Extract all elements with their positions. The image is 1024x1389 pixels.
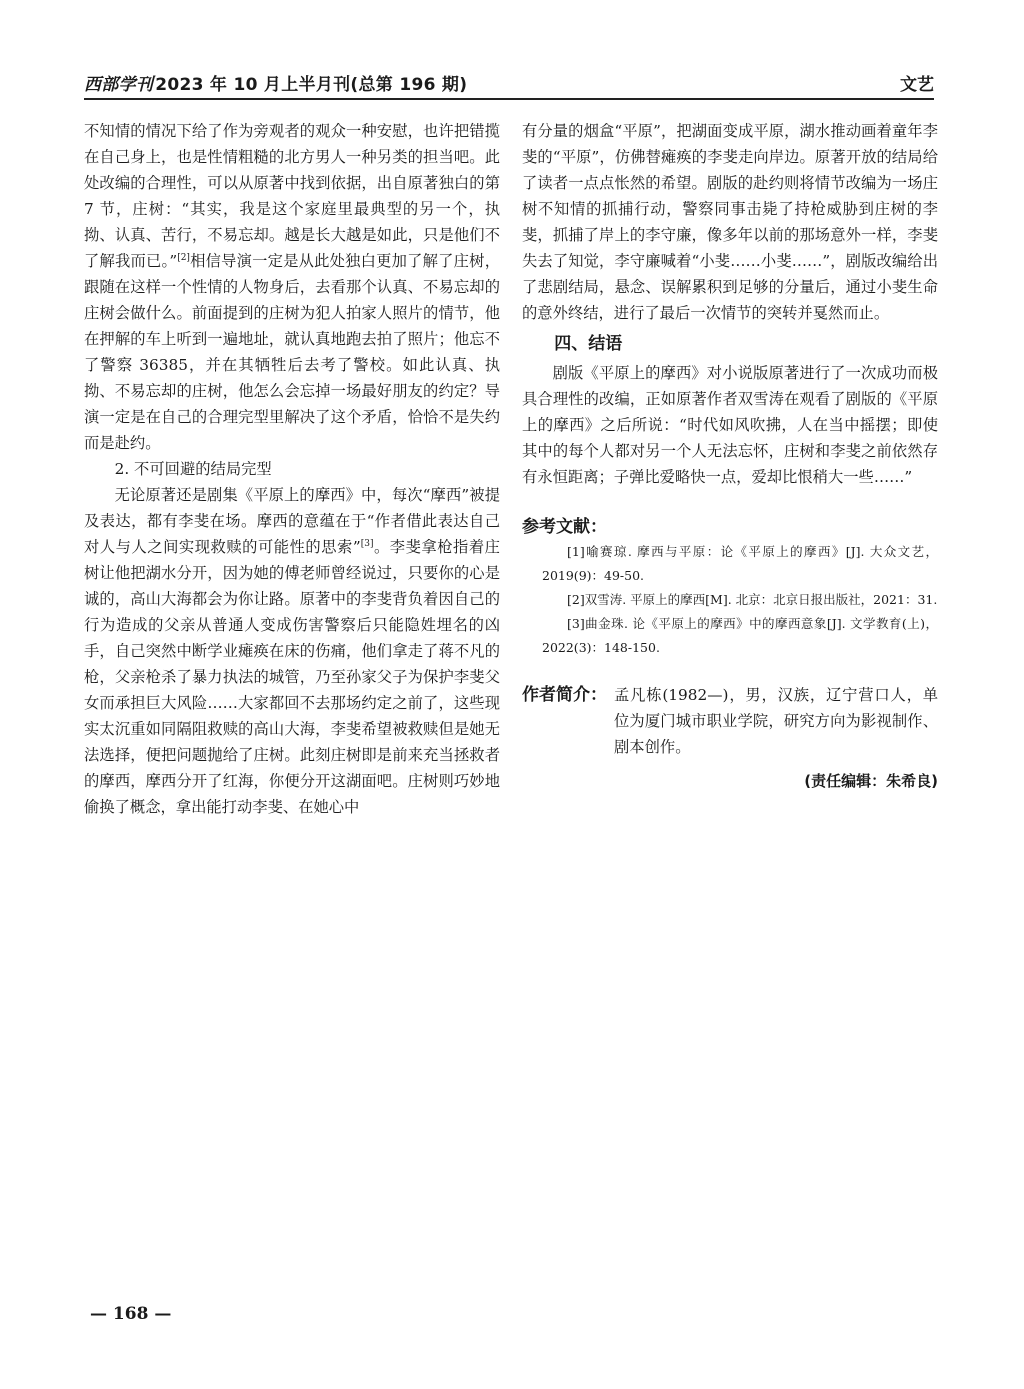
left-column xyxy=(84,118,500,820)
reference-item: [1]喻赛琼. 摩西与平原：论《平原上的摩西》[J]. 大众文艺，2019(9)：49-50. xyxy=(542,544,938,583)
right-column xyxy=(522,118,938,794)
author-bio: 孟凡栋(1982—)，男，汉族，辽宁营口人，单位为厦门城市职业学院，研究方向为影视制作、剧本创作。 xyxy=(614,686,938,756)
reference-item: [2]双雪涛. 平原上的摩西[M]. 北京：北京日报出版社，2021：31. xyxy=(567,592,938,607)
references-heading: 参考文献： xyxy=(522,517,607,537)
editor-credit: (责任编辑：朱希良) xyxy=(804,772,938,790)
paragraph: 不知情的情况下给了作为旁观者的观众一种安慰，也许把错揽在自己身上，也是性情粗糙的北方男人一种另类的担当吧。此处改编的合理性，可以从原著中找到依据，出自原著独白的第 7 节，庄树：“其实，我是这个家庭里最典型的另一个，执拗、认真、苦行，不易忘却。越是长大越是如此，只是他们不了解我而已。”[2]相信导演一定是从此处独白更加了解了庄树，跟随在这样一个性情的人物身后，去看那个认真、不易忘却的庄树会做什么。前面提到的庄树为犯人拍家人照片的情节，他在押解的车上听到一遍地址，就认真地跑去拍了照片；他忘不了警察 36385，并在其牺牲后去考了警校。如此认真、执拗、不易忘却的庄树，他怎么会忘掉一场最好朋友的约定？导演一定是在自己的合理完型里解决了这个矛盾，恰恰不是失约而是赴约。 xyxy=(84,122,500,452)
section-heading: 四、结语 xyxy=(554,334,623,354)
paragraph: 剧版《平原上的摩西》对小说版原著进行了一次成功而极具合理性的改编，正如原著作者双雪涛在观看了剧版的《平原上的摩西》之后所说：“时代如风吹拂，人在当中摇摆；即使其中的每个人都对另一个人无法忘怀，庄树和李斐之前依然存有永恒距离；子弹比爱略快一点，爱却比恨稍大一些……” xyxy=(522,364,938,486)
citation-sup: [2] xyxy=(177,252,190,263)
author-label: 作者简介： xyxy=(522,685,607,705)
page-header xyxy=(84,68,934,100)
citation-sup: [3] xyxy=(360,538,374,549)
issue-info: 2023 年 10 月上半月刊(总第 196 期) xyxy=(155,75,468,95)
reference-item: [3]曲金珠. 论《平原上的摩西》中的摩西意象[J]. 文学教育(上)，2022(3)：148-150. xyxy=(542,616,938,655)
paragraph: 有分量的烟盒“平原”，把湖面变成平原，湖水推动画着童年李斐的“平原”，仿佛替瘫痪的李斐走向岸边。原著开放的结局给了读者一点点怅然的希望。剧版的赴约则将情节改编为一场庄树不知情的抓捕行动，警察同事击毙了持枪威胁到庄树的李斐，抓捕了岸上的李守廉，像多年以前的那场意外一样，李斐失去了知觉，李守廉喊着“小斐……小斐……”，剧版改编给出了悲剧结局，悬念、误解累积到足够的分量后，通过小斐生命的意外终结，进行了最后一次情节的突转并戛然而止。 xyxy=(522,122,938,322)
author-info xyxy=(522,682,938,760)
journal-logo: 西部学刊 xyxy=(84,75,154,95)
page-number: — 168 — xyxy=(90,1304,172,1324)
journal-title xyxy=(84,70,467,95)
subsection-heading: 2. 不可回避的结局完型 xyxy=(114,460,272,478)
paragraph: 无论原著还是剧集《平原上的摩西》中，每次“摩西”被提及表达，都有李斐在场。摩西的意蕴在于“作者借此表达自己对人与人之间实现救赎的可能性的思索”[3]。李斐拿枪指着庄树让他把湖水分开，因为她的傅老师曾经说过，只要你的心是诚的，高山大海都会为你让路。原著中的李斐背负着因自己的行为造成的父亲从普通人变成伤害警察后只能隐姓埋名的凶手，自己突然中断学业瘫痪在床的伤痛，他们拿走了蒋不凡的枪，父亲枪杀了暴力执法的城管，乃至孙家父子为保护李斐父女而承担巨大风险……大家都回不去那场约定之前了，这些现实太沉重如同隔阻救赎的高山大海，李斐希望被救赎但是她无法选择，便把问题抛给了庄树。此刻庄树即是前来充当拯救者的摩西，摩西分开了红海，你便分开这湖面吧。庄树则巧妙地偷换了概念，拿出能打动李斐、在她心中 xyxy=(84,486,500,816)
section-name: 文艺 xyxy=(900,75,934,95)
